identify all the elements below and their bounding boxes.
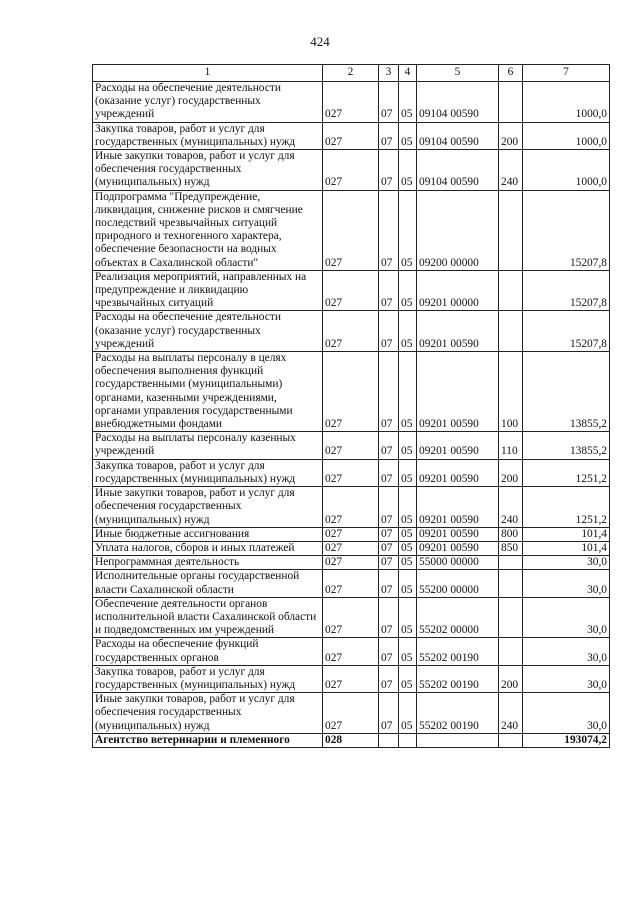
cell-amount: 1251,2 [523,487,610,528]
cell-subsection: 05 [399,270,417,311]
cell-amount: 13855,2 [523,352,610,432]
table-row [93,459,610,486]
row-description: Закупка товаров, работ и услуг для государственных (муниципальных) нужд [93,459,323,486]
cell-amount: 1000,0 [523,82,610,123]
cell-target-article: 09200 00000 [417,190,499,270]
table-row [93,190,610,270]
header-cell-7: 7 [523,65,610,82]
cell-amount: 30,0 [523,693,610,734]
cell-target-article: 09201 00000 [417,270,499,311]
cell-admin-code: 027 [323,487,379,528]
cell-subsection: 05 [399,150,417,191]
cell-section: 07 [379,352,399,432]
row-description: Иные бюджетные ассигнования [93,527,323,541]
header-cell-6: 6 [499,65,523,82]
table-row [93,487,610,528]
table-row [93,122,610,149]
cell-expense-type: 240 [499,150,523,191]
table-row [93,733,610,747]
cell-admin-code: 027 [323,693,379,734]
cell-amount: 30,0 [523,570,610,597]
header-cell-2: 2 [323,65,379,82]
cell-expense-type [499,311,523,352]
cell-expense-type [499,82,523,123]
cell-section: 07 [379,527,399,541]
header-cell-5: 5 [417,65,499,82]
cell-subsection: 05 [399,638,417,665]
cell-subsection [399,733,417,747]
row-description: Иные закупки товаров, работ и услуг для обеспечения государственных (муниципальных) нужд [93,693,323,734]
cell-section: 07 [379,459,399,486]
cell-section: 07 [379,541,399,555]
table-row [93,638,610,665]
cell-section: 07 [379,190,399,270]
cell-section: 07 [379,270,399,311]
cell-expense-type [499,733,523,747]
cell-admin-code: 027 [323,82,379,123]
table-row [93,352,610,432]
cell-section: 07 [379,82,399,123]
row-description: Закупка товаров, работ и услуг для государственных (муниципальных) нужд [93,665,323,692]
table-row [93,270,610,311]
budget-table [92,64,610,748]
cell-section: 07 [379,556,399,570]
cell-expense-type: 240 [499,693,523,734]
row-description: Подпрограмма "Предупреждение, ликвидация, снижение рисков и смягчение последствий чрезвычайных ситуаций природного и техногенного характера, обеспечение безопасности на водных объектах в Сахалинской области" [93,190,323,270]
cell-target-article: 09201 00590 [417,352,499,432]
row-description: Иные закупки товаров, работ и услуг для обеспечения государственных (муниципальных) нужд [93,150,323,191]
cell-expense-type [499,597,523,638]
cell-expense-type [499,270,523,311]
cell-section: 07 [379,693,399,734]
cell-target-article: 09104 00590 [417,150,499,191]
cell-subsection: 05 [399,122,417,149]
cell-target-article: 09201 00590 [417,487,499,528]
page-number: 424 [310,34,330,49]
header-row [93,65,610,82]
cell-admin-code: 027 [323,527,379,541]
row-description: Расходы на обеспечение функций государственных органов [93,638,323,665]
row-description: Расходы на обеспечение деятельности (оказание услуг) государственных учреждений [93,311,323,352]
cell-admin-code: 027 [323,270,379,311]
row-description: Обеспечение деятельности органов исполнительной власти Сахалинской области и подведомственных им учреждений [93,597,323,638]
cell-target-article: 55000 00000 [417,556,499,570]
table-row [93,82,610,123]
cell-subsection: 05 [399,352,417,432]
cell-expense-type: 200 [499,665,523,692]
cell-subsection: 05 [399,597,417,638]
cell-admin-code: 027 [323,570,379,597]
cell-amount: 30,0 [523,597,610,638]
cell-expense-type [499,570,523,597]
table-row [93,150,610,191]
cell-expense-type [499,556,523,570]
cell-subsection: 05 [399,432,417,459]
table-row [93,665,610,692]
row-description: Исполнительные органы государственной власти Сахалинской области [93,570,323,597]
cell-target-article [417,733,499,747]
cell-target-article: 09201 00590 [417,432,499,459]
cell-amount: 30,0 [523,665,610,692]
cell-expense-type: 200 [499,459,523,486]
cell-amount: 13855,2 [523,432,610,459]
cell-admin-code: 027 [323,556,379,570]
cell-target-article: 09201 00590 [417,527,499,541]
table-row [93,597,610,638]
cell-admin-code: 028 [323,733,379,747]
table-row [93,693,610,734]
cell-admin-code: 027 [323,665,379,692]
table-row [93,541,610,555]
cell-section: 07 [379,122,399,149]
cell-section: 07 [379,570,399,597]
cell-amount: 101,4 [523,527,610,541]
cell-subsection: 05 [399,665,417,692]
header-cell-4: 4 [399,65,417,82]
row-description: Реализация мероприятий, направленных на предупреждение и ликвидацию чрезвычайных ситуаций [93,270,323,311]
cell-subsection: 05 [399,541,417,555]
cell-section: 07 [379,150,399,191]
cell-section: 07 [379,638,399,665]
cell-subsection: 05 [399,527,417,541]
cell-expense-type: 200 [499,122,523,149]
table-body [93,82,610,748]
row-description: Расходы на выплаты персоналу в целях обеспечения выполнения функций государственными (муниципальными) органами, казенными учреждениями, органами управления государственными внебюджетными фондами [93,352,323,432]
cell-expense-type: 100 [499,352,523,432]
cell-admin-code: 027 [323,150,379,191]
table-row [93,527,610,541]
cell-section: 07 [379,432,399,459]
cell-admin-code: 027 [323,432,379,459]
cell-target-article: 09201 00590 [417,311,499,352]
cell-expense-type: 850 [499,541,523,555]
row-description: Иные закупки товаров, работ и услуг для обеспечения государственных (муниципальных) нужд [93,487,323,528]
cell-amount: 30,0 [523,638,610,665]
cell-subsection: 05 [399,311,417,352]
table-row [93,570,610,597]
table-row [93,556,610,570]
cell-section: 07 [379,487,399,528]
cell-target-article: 55202 00000 [417,597,499,638]
cell-admin-code: 027 [323,597,379,638]
row-description: Уплата налогов, сборов и иных платежей [93,541,323,555]
cell-amount: 15207,8 [523,311,610,352]
cell-amount: 1000,0 [523,122,610,149]
row-description: Закупка товаров, работ и услуг для государственных (муниципальных) нужд [93,122,323,149]
cell-expense-type [499,638,523,665]
header-cell-3: 3 [379,65,399,82]
cell-target-article: 55202 00190 [417,665,499,692]
cell-target-article: 55200 00000 [417,570,499,597]
cell-section: 07 [379,597,399,638]
cell-admin-code: 027 [323,352,379,432]
cell-expense-type: 800 [499,527,523,541]
cell-section: 07 [379,665,399,692]
cell-expense-type: 110 [499,432,523,459]
cell-subsection: 05 [399,190,417,270]
cell-admin-code: 027 [323,311,379,352]
cell-subsection: 05 [399,82,417,123]
cell-amount: 1251,2 [523,459,610,486]
cell-subsection: 05 [399,459,417,486]
row-description: Расходы на обеспечение деятельности (оказание услуг) государственных учреждений [93,82,323,123]
cell-subsection: 05 [399,693,417,734]
row-description: Расходы на выплаты персоналу казенных учреждений [93,432,323,459]
cell-amount: 193074,2 [523,733,610,747]
cell-amount: 101,4 [523,541,610,555]
cell-target-article: 55202 00190 [417,693,499,734]
header-cell-1: 1 [93,65,323,82]
row-description: Агентство ветеринарии и племенного [93,733,323,747]
table-row [93,311,610,352]
cell-admin-code: 027 [323,122,379,149]
cell-target-article: 09104 00590 [417,82,499,123]
cell-subsection: 05 [399,570,417,597]
cell-target-article: 09201 00590 [417,541,499,555]
cell-admin-code: 027 [323,190,379,270]
cell-expense-type [499,190,523,270]
cell-subsection: 05 [399,556,417,570]
cell-admin-code: 027 [323,638,379,665]
cell-amount: 15207,8 [523,270,610,311]
cell-amount: 1000,0 [523,150,610,191]
row-description: Непрограммная деятельность [93,556,323,570]
cell-target-article: 09201 00590 [417,459,499,486]
cell-amount: 15207,8 [523,190,610,270]
cell-target-article: 55202 00190 [417,638,499,665]
cell-section: 07 [379,311,399,352]
cell-admin-code: 027 [323,459,379,486]
cell-subsection: 05 [399,487,417,528]
cell-section [379,733,399,747]
cell-admin-code: 027 [323,541,379,555]
cell-amount: 30,0 [523,556,610,570]
cell-expense-type: 240 [499,487,523,528]
table-row [93,432,610,459]
cell-target-article: 09104 00590 [417,122,499,149]
